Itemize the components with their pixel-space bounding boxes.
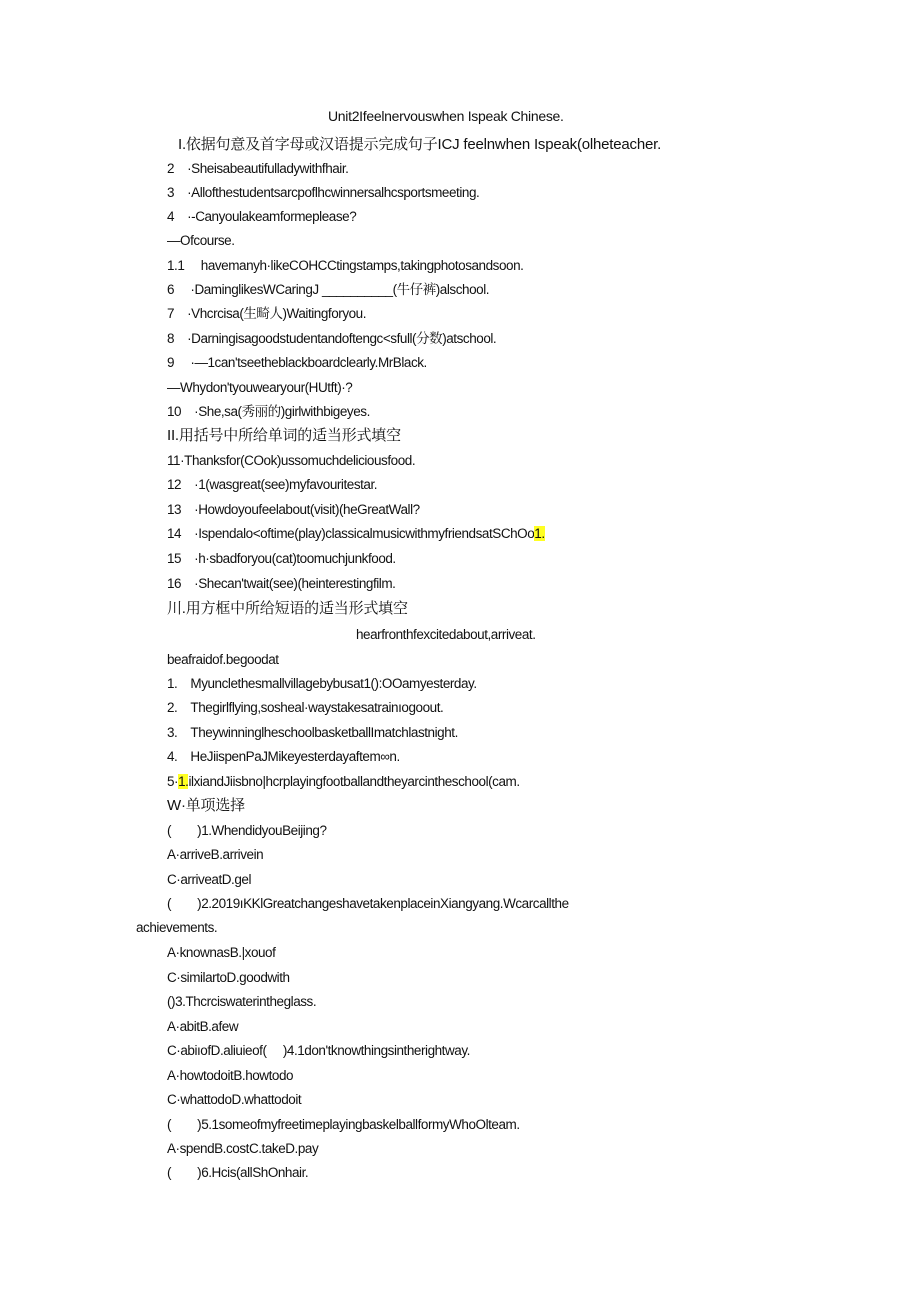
question-line — [167, 773, 520, 791]
options-line: A·abitB.afew — [167, 1019, 239, 1034]
options-line: A·knownasB.|xouof — [167, 945, 276, 960]
question-line: 1.1 havemanyh·likeCOHCCtingstamps,takingphotosandsoon. — [167, 258, 524, 273]
highlight-mark: 1. — [534, 526, 545, 541]
question-line: ( )1.WhendidyouBeijing? — [167, 823, 327, 838]
question-text: 14 ·Ispendalo<oftime(play)classicalmusicwithmyfriendsatSChOo — [167, 526, 535, 541]
options-line: A·arriveB.arrivein — [167, 847, 264, 862]
section-1-heading: I.依据句意及首字母或汉语提示完成句子ICJ feelnwhen Ispeak(olheteacher. — [178, 136, 662, 153]
question-line: 4 ·-Canyoulakeamformeplease? — [167, 209, 357, 224]
question-line: 1. Myunclethesmallvillagebybusat1():OOamyesterday. — [167, 676, 477, 691]
question-line: 12 ·1(wasgreat(see)myfavouritestar. — [167, 477, 378, 492]
answer-line: —Ofcourse. — [167, 233, 235, 248]
highlight-mark: 1. — [178, 774, 189, 789]
question-line-continued: achievements. — [136, 920, 218, 935]
question-line: 2 ·Sheisabeautifulladywithfhair. — [167, 161, 349, 176]
question-line: 3 ·Allofthestudentsarcpoflhcwinnersalhcsportsmeeting. — [167, 185, 480, 200]
question-line: 15 ·h·sbadforyou(cat)toomuchjunkfood. — [167, 551, 396, 566]
section-4-heading: W·单项选择 — [167, 797, 245, 814]
options-line: A·howtodoitB.howtodo — [167, 1068, 294, 1083]
question-line: 10 ·She,sa(秀丽的)girlwithbigeyes. — [167, 404, 370, 419]
question-line: 13 ·Howdoyoufeelabout(visit)(heGreatWall? — [167, 502, 420, 517]
answer-line: —Whydon'tyouwearyour(HUtft)·? — [167, 380, 353, 395]
question-line: ( )6.Hcis(allShOnhair. — [167, 1165, 309, 1180]
question-line: 3. TheywinninglheschoolbasketballImatchlastnight. — [167, 725, 458, 740]
options-line: C·whattodoD.whattodoit — [167, 1092, 302, 1107]
question-line: 7 ·Vhcrcisa(生畸人)Waitingforyou. — [167, 306, 367, 321]
question-line: 9 ·—1can'tseetheblackboardclearly.MrBlack. — [167, 355, 427, 370]
section-2-heading: II.用括号中所给单词的适当形式填空 — [167, 427, 401, 444]
question-number: 5· — [167, 774, 179, 789]
question-line: 2. Thegirlflying,sosheal·waystakesatrainıogoout. — [167, 700, 444, 715]
page-title: Unit2Ifeelnervouswhen Ispeak Chinese. — [328, 108, 564, 124]
question-line: 11·Thanksfor(COok)ussomuchdeliciousfood. — [167, 453, 416, 468]
question-line: ()3.Thcrciswaterintheglass. — [167, 994, 317, 1009]
question-line: 16 ·Shecan'twait(see)(heinterestingfilm. — [167, 576, 396, 591]
question-line: 8 ·Darningisagoodstudentandoftengc<sfull(分数)atschool. — [167, 331, 497, 346]
phrase-box-line: hearfronthfexcitedabout,arriveat. — [356, 627, 536, 642]
options-line: C·abiıofD.aliuieof( )4.1don'tknowthingsintherightway. — [167, 1043, 470, 1058]
question-line: ( )2.2019ıKKlGreatchangeshavetakenplaceinXiangyang.Wcarcallthe — [167, 896, 569, 911]
options-line: C·similartoD.goodwith — [167, 970, 290, 985]
question-line: ( )5.1someofmyfreetimeplayingbaskelballformyWhoOlteam. — [167, 1117, 520, 1132]
question-line — [167, 525, 545, 543]
options-line: C·arriveatD.gel — [167, 872, 252, 887]
phrase-box-line: beafraidof.begoodat — [167, 652, 279, 667]
options-line: A·spendB.costC.takeD.pay — [167, 1141, 319, 1156]
question-line: 6 ·DaminglikesWCaringJ __________(牛仔裤)alschool. — [167, 282, 490, 297]
question-text: ilxiandJiisbno|hcrplayingfootballandtheyarcintheschool(cam. — [188, 774, 520, 789]
question-line: 4. HeJiispenPaJMikeyesterdayaftem∞n. — [167, 749, 400, 764]
section-3-heading: 川.用方框中所给短语的适当形式填空 — [167, 600, 408, 617]
